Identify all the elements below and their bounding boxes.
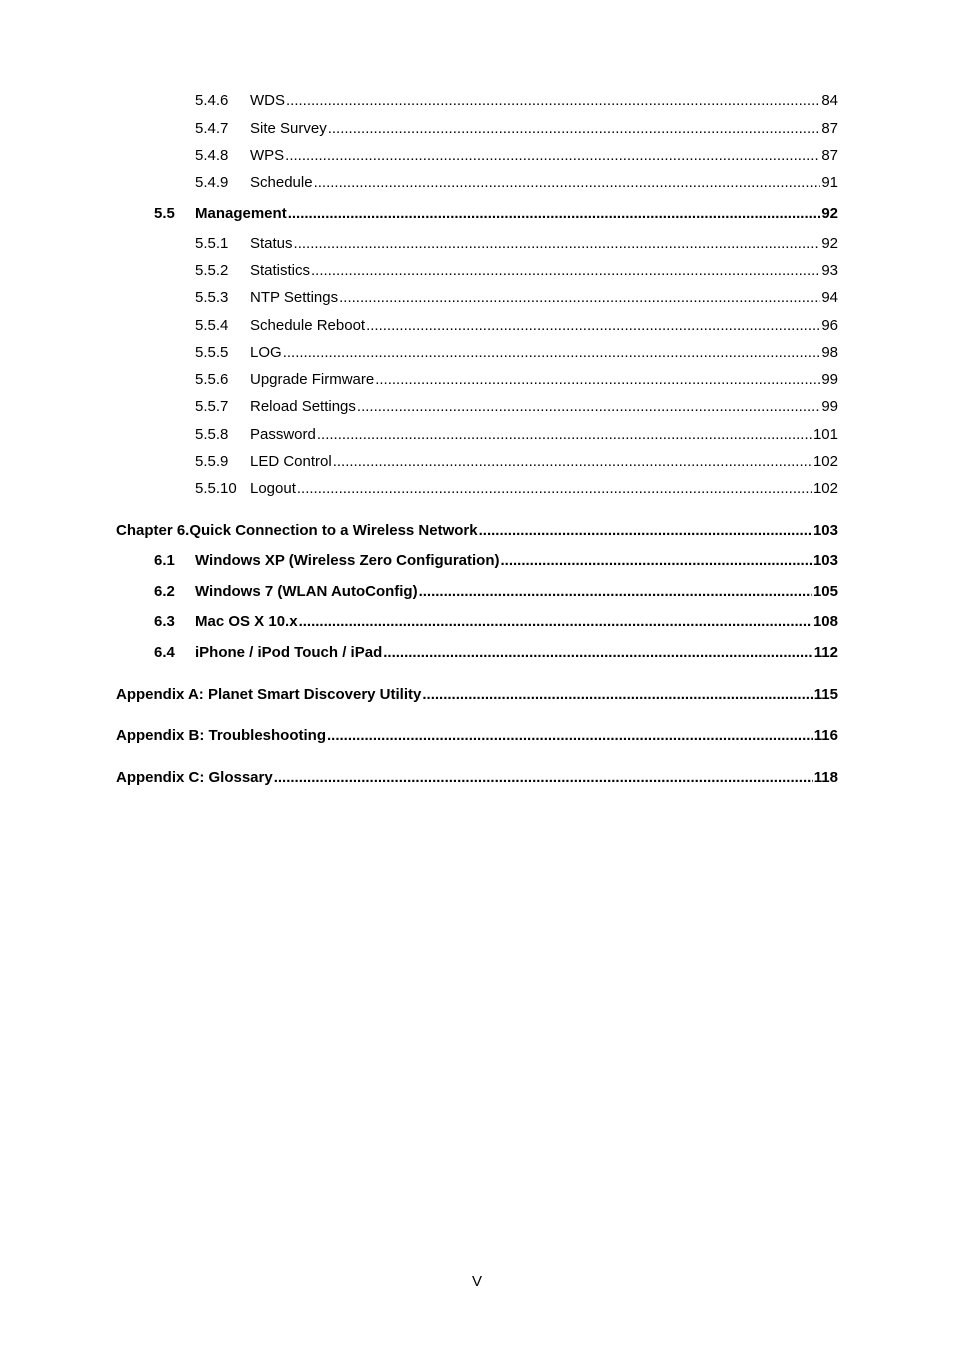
toc-entry-page: 92	[821, 235, 838, 252]
toc-entry-title: Schedule Reboot	[250, 317, 366, 334]
dot-leader	[366, 316, 820, 336]
page-number: V	[471, 1273, 482, 1290]
toc-entry[interactable]	[0, 479, 954, 499]
toc-entry-title: Status	[250, 235, 293, 252]
dot-leader	[285, 146, 820, 166]
toc-section[interactable]	[0, 643, 954, 663]
toc-section[interactable]	[0, 204, 954, 224]
toc-entry-title: LOG	[250, 344, 282, 361]
toc-appendix[interactable]	[0, 726, 954, 746]
toc-entry-number: 5.5.10	[195, 480, 237, 497]
toc-entry-page: 99	[821, 398, 838, 415]
toc-chapter-title: Chapter 6.Quick Connection to a Wireless Network	[116, 522, 478, 539]
toc-section-page: 108	[812, 613, 838, 630]
toc-entry-page: 87	[821, 120, 838, 137]
toc-entry-page: 84	[821, 92, 838, 109]
toc-entry-page: 98	[821, 344, 838, 361]
toc-entry[interactable]	[0, 119, 954, 139]
toc-entry-page: 101	[812, 426, 838, 443]
toc-entry-page: 99	[821, 371, 838, 388]
dot-leader	[311, 261, 820, 281]
toc-entry[interactable]	[0, 316, 954, 336]
toc-entry-number: 5.5.6	[195, 371, 229, 388]
dot-leader	[339, 288, 820, 308]
toc-entry-title: Site Survey	[250, 120, 327, 137]
toc-section[interactable]	[0, 582, 954, 602]
toc-entry-number: 5.5.3	[195, 289, 229, 306]
toc-chapter-page: 103	[812, 522, 838, 539]
toc-appendix[interactable]	[0, 685, 954, 705]
toc-section-title: Management	[195, 205, 287, 222]
dot-leader	[500, 551, 811, 571]
toc-section[interactable]	[0, 612, 954, 632]
toc-entry[interactable]	[0, 397, 954, 417]
toc-entry-number: 5.4.7	[195, 120, 229, 137]
dot-leader	[419, 582, 812, 602]
toc-section-number: 6.2	[154, 583, 175, 600]
dot-leader	[288, 204, 821, 224]
toc-section-number: 5.5	[154, 205, 175, 222]
dot-leader	[375, 370, 820, 390]
toc-entry-title: Upgrade Firmware	[250, 371, 375, 388]
toc-section-title: iPhone / iPod Touch / iPad	[195, 644, 383, 661]
dot-leader	[357, 397, 820, 417]
dot-leader	[422, 685, 812, 705]
toc-entry-number: 5.5.8	[195, 426, 229, 443]
toc-entry-title: Password	[250, 426, 316, 443]
toc-entry[interactable]	[0, 370, 954, 390]
dot-leader	[317, 425, 812, 445]
toc-entry-number: 5.5.4	[195, 317, 229, 334]
toc-chapter[interactable]	[0, 521, 954, 541]
toc-section-page: 103	[812, 552, 838, 569]
toc-entry-title: NTP Settings	[250, 289, 339, 306]
toc-entry-page: 87	[821, 147, 838, 164]
toc-entry-number: 5.5.5	[195, 344, 229, 361]
toc-entry-number: 5.4.9	[195, 174, 229, 191]
dot-leader	[327, 726, 813, 746]
toc-entry-title: Reload Settings	[250, 398, 356, 415]
toc-entry[interactable]	[0, 91, 954, 111]
toc-appendix-page: 115	[813, 686, 838, 703]
toc-entry[interactable]	[0, 425, 954, 445]
toc-entry-page: 93	[821, 262, 838, 279]
toc-entry[interactable]	[0, 173, 954, 193]
toc-appendix-title: Appendix B: Troubleshooting	[116, 727, 326, 744]
dot-leader	[383, 643, 813, 663]
toc-entry-page: 102	[812, 480, 838, 497]
toc-entry[interactable]	[0, 288, 954, 308]
dot-leader	[286, 91, 820, 111]
toc-entry[interactable]	[0, 234, 954, 254]
toc-entry-number: 5.5.9	[195, 453, 229, 470]
toc-entry[interactable]	[0, 452, 954, 472]
toc-section-title: Windows XP (Wireless Zero Configuration)	[195, 552, 500, 569]
toc-entry-number: 5.5.1	[195, 235, 229, 252]
toc-entry-number: 5.4.6	[195, 92, 229, 109]
toc-entry-number: 5.5.7	[195, 398, 229, 415]
toc-entry[interactable]	[0, 146, 954, 166]
toc-entry-number: 5.4.8	[195, 147, 229, 164]
toc-entry-page: 102	[812, 453, 838, 470]
dot-leader	[314, 173, 821, 193]
toc-section-page: 92	[821, 205, 838, 222]
toc-entry[interactable]	[0, 343, 954, 363]
toc-appendix-page: 118	[813, 769, 838, 786]
toc-entry-title: WDS	[250, 92, 285, 109]
toc-section-number: 6.4	[154, 644, 175, 661]
toc-entry-title: Logout	[250, 480, 296, 497]
toc-appendix-page: 116	[813, 727, 838, 744]
toc-entry[interactable]	[0, 261, 954, 281]
toc-entry-page: 94	[821, 289, 838, 306]
toc-appendix[interactable]	[0, 768, 954, 788]
dot-leader	[479, 521, 812, 541]
dot-leader	[297, 479, 812, 499]
toc-section-page: 112	[813, 644, 838, 661]
toc-entry-title: Statistics	[250, 262, 311, 279]
dot-leader	[333, 452, 812, 472]
dot-leader	[299, 612, 812, 632]
toc-entry-title: Schedule	[250, 174, 313, 191]
toc-section[interactable]	[0, 551, 954, 571]
toc-section-number: 6.1	[154, 552, 175, 569]
toc-appendix-title: Appendix C: Glossary	[116, 769, 273, 786]
toc-entry-page: 96	[821, 317, 838, 334]
toc-entry-number: 5.5.2	[195, 262, 229, 279]
toc-section-title: Windows 7 (WLAN AutoConfig)	[195, 583, 418, 600]
dot-leader	[274, 768, 813, 788]
toc-entry-title: LED Control	[250, 453, 332, 470]
toc-entry-title: WPS	[250, 147, 285, 164]
dot-leader	[328, 119, 821, 139]
dot-leader	[283, 343, 821, 363]
dot-leader	[294, 234, 821, 254]
toc-section-number: 6.3	[154, 613, 175, 630]
toc-appendix-title: Appendix A: Planet Smart Discovery Utility	[116, 686, 422, 703]
toc-section-page: 105	[812, 583, 838, 600]
toc-entry-page: 91	[821, 174, 838, 191]
toc-section-title: Mac OS X 10.x	[195, 613, 298, 630]
